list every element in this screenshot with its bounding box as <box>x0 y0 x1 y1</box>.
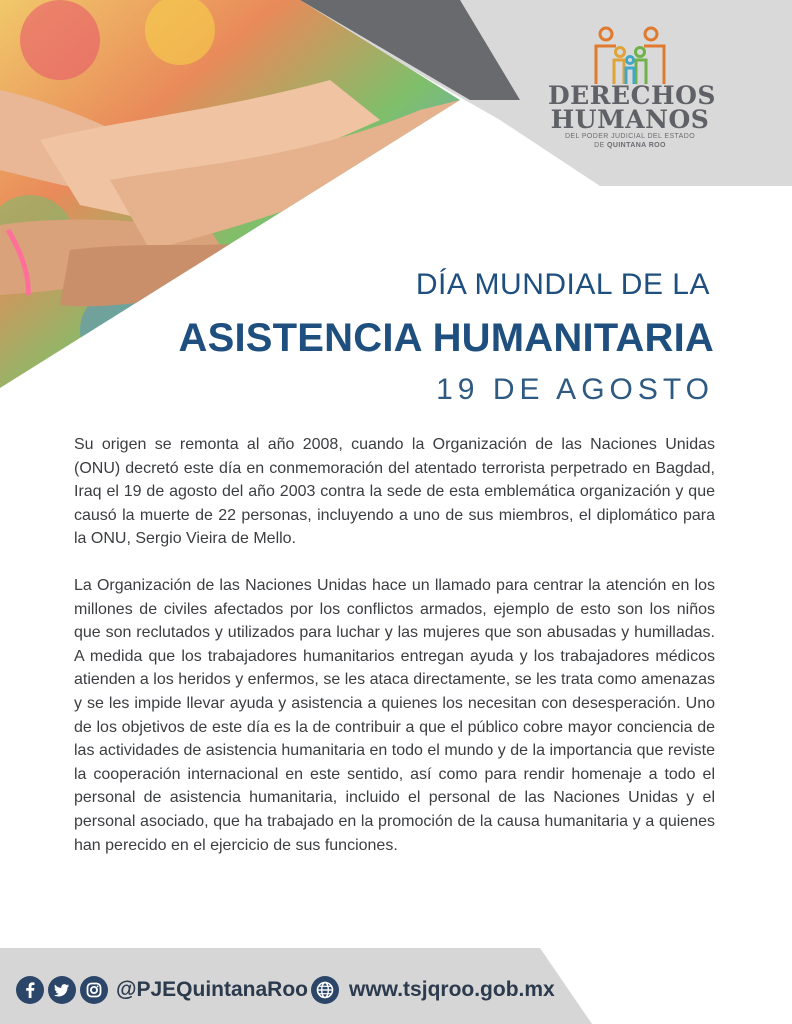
paragraph-2: La Organización de las Naciones Unidas hace un llamado para centrar la atención en los millones de civiles afectados por los conflictos armados, ejemplo de esto son los niños que son reclutados y utilizados para luchar y las mujeres que son abusadas y humilladas. A medida que los trabajadores humanitarios entregan ayuda y los trabajadores médicos atienden a los heridos y enfermos, se les ataca directamente, se les trata como amenazas y se les impide llevar ayuda y asistencia a quienes los necesitan con desesperación. Uno de los objetivos de este día es la de contribuir a que el público cobre mayor conciencia de las actividades de asistencia humanitaria en todo el mundo y de la importancia que reviste la cooperación internacional en este sentido, así como para rendir homenaje a todo el personal de asistencia humanitaria, incluido el personal de las Naciones Unidas y el personal asociado, que ha trabajado en la promoción de la causa humanitaria y a quienes han perecido en el ejercicio de sus funciones. <box>74 576 715 854</box>
social-handle[interactable]: @PJEQuintanaRoo <box>116 978 308 1001</box>
family-logo-icon <box>590 22 670 84</box>
social-links <box>16 976 308 1004</box>
body-text <box>74 433 715 880</box>
page-title: ASISTENCIA HUMANITARIA <box>178 316 714 360</box>
globe-icon[interactable] <box>311 976 339 1004</box>
logo-subtitle-prefix: DE <box>594 142 605 149</box>
facebook-icon[interactable] <box>16 976 44 1004</box>
heading-date: 19 DE AGOSTO <box>436 373 714 406</box>
derechos-humanos-logo <box>548 22 716 150</box>
website-link <box>311 976 555 1004</box>
twitter-icon[interactable] <box>48 976 76 1004</box>
paragraph-1: Su origen se remonta al año 2008, cuando la Organización de las Naciones Unidas (ONU) decretó este día en conmemoración del atentado terrorista perpetrado en Bagdad, Iraq el 19 de agosto del año 2003 contra la sede de esta emblemática organización y que causó la muerte de 22 personas, incluyendo a uno de sus miembros, el diplomático para la ONU, Sergio Vieira de Mello. <box>74 436 715 548</box>
logo-title-line2: HUMANOS <box>550 105 710 134</box>
instagram-icon[interactable] <box>80 976 108 1004</box>
website-url[interactable]: www.tsjqroo.gob.mx <box>349 978 555 1001</box>
logo-title-line1: DERECHOS <box>548 81 716 110</box>
logo-subtitle-line1: DEL PODER JUDICIAL DEL ESTADO <box>564 133 696 140</box>
logo-subtitle-state: QUINTANA ROO <box>607 142 666 149</box>
heading-line1: DÍA MUNDIAL DE LA <box>415 268 710 301</box>
logo-subtitle-line2 <box>548 141 712 150</box>
